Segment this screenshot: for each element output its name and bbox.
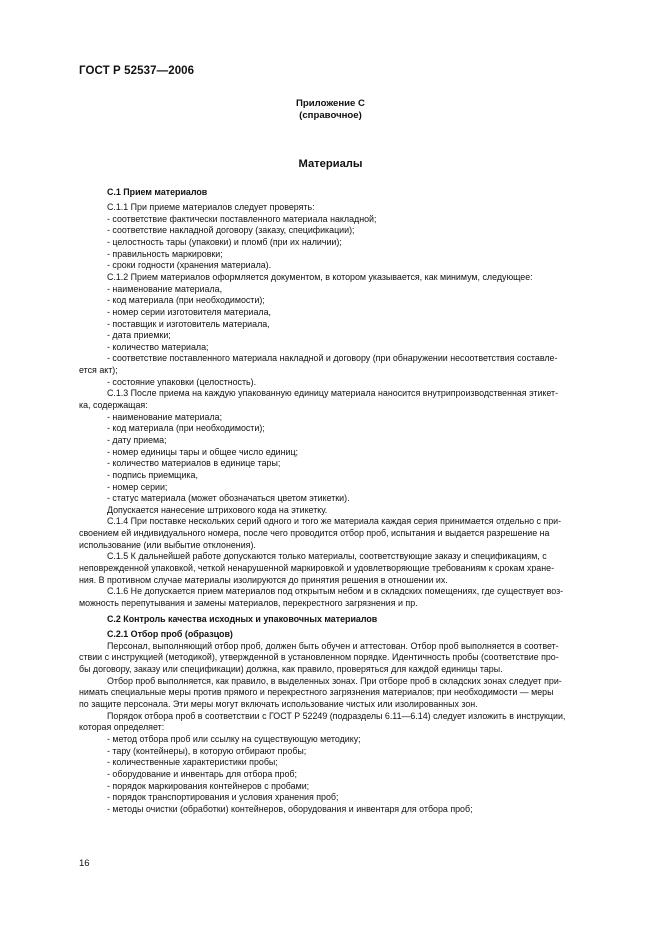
paragraph-line: Допускается нанесение штрихового кода на этикетку. <box>107 504 328 515</box>
paragraph-line: ствии с инструкцией (методикой), утвержденной в установленном порядке. Идентичность пробы (соответствие про- <box>79 652 559 663</box>
list-item: - соответствие поставленного материала накладной и договору (при обнаружении несоответствия составле- <box>107 353 558 364</box>
list-item: - наименование материала, <box>107 283 223 294</box>
paragraph-line: бы договору, заказу или спецификации) должна, как правило, проверяться для каждой единицы тары. <box>79 664 503 675</box>
list-item: - целостность тары (упаковки) и пломб (при их наличии); <box>107 237 342 248</box>
paragraph-line: можность перепутывания и замены материалов, перекрестного загрязнения и пр. <box>79 597 418 608</box>
paragraph-line: ется акт); <box>79 365 118 376</box>
list-item: - номер серии изготовителя материала, <box>107 306 271 317</box>
list-item: - порядок маркирования контейнеров с пробами; <box>107 780 310 791</box>
list-item: - количество материала; <box>107 341 209 352</box>
paragraph-line: С.1.1 При приеме материалов следует проверять: <box>107 202 315 213</box>
list-item: - номер единицы тары и общее число единиц; <box>107 446 299 457</box>
paragraph-line: по защите персонала. Эти меры могут включать использование чистых или изолированных зон. <box>79 699 478 710</box>
paragraph-line: Персонал, выполняющий отбор проб, должен быть обучен и аттестован. Отбор проб выполняется в соответ- <box>107 640 559 651</box>
list-item: - поставщик и изготовитель материала, <box>107 318 270 329</box>
paragraph-line: С.1.5 К дальнейшей работе допускаются только материалы, соответствующие заказу и спецификациям, с <box>107 551 547 562</box>
list-item: - дату приема; <box>107 434 167 445</box>
paragraph-line: которая определяет: <box>79 722 165 733</box>
standard-header: ГОСТ Р 52537—2006 <box>79 65 195 77</box>
list-item: - оборудование и инвентарь для отбора проб; <box>107 768 297 779</box>
list-item: - правильность маркировки; <box>107 248 223 259</box>
paragraph-line: своением ей индивидуального номера, после чего проводится отбор проб, испытания и выдается разрешение на <box>79 528 550 539</box>
appendix-subtitle: (справочное) <box>299 110 362 121</box>
paragraph-line: Порядок отбора проб в соответствии с ГОСТ Р 52249 (подразделы 6.11—6.14) следует изложить в инструкции, <box>107 710 566 721</box>
paragraph-line: С.1.6 Не допускается прием материалов под открытым небом и в складских помещениях, где существует воз- <box>107 586 564 597</box>
list-item: - соответствие фактически поставленного материала накладной; <box>107 213 377 224</box>
list-item: - количественные характеристики пробы; <box>107 757 278 768</box>
list-item: - номер серии; <box>107 481 168 492</box>
list-item: - код материала (при необходимости); <box>107 423 265 434</box>
paragraph-line: нимать специальные меры против прямого и перекрестного загрязнения материалов; при необходимости — меры <box>79 687 554 698</box>
list-item: - статус материала (может обозначаться цветом этикетки). <box>107 493 350 504</box>
list-item: - код материала (при необходимости); <box>107 295 265 306</box>
list-item: - соответствие накладной договору (заказу, спецификации); <box>107 225 355 236</box>
subsection-heading: С.2.1 Отбор проб (образцов) <box>107 629 233 640</box>
section-heading: С.1 Прием материалов <box>107 186 208 197</box>
list-item: - подпись приемщика, <box>107 469 198 480</box>
list-item: - сроки годности (хранения материала). <box>107 260 272 271</box>
document-body <box>79 187 609 816</box>
list-item: - дата приемки; <box>107 330 171 341</box>
list-item: - наименование материала; <box>107 411 223 422</box>
paragraph-line: неповрежденной упаковкой, четкой ненарушенной маркировкой и удовлетворяющие требованиям к срокам хране- <box>79 563 555 573</box>
section-title: Материалы <box>298 158 363 170</box>
list-item: - количество материалов в единице тары; <box>107 458 281 469</box>
paragraph-line: С.1.2 Прием материалов оформляется документом, в котором указывается, как минимум, следующее: <box>107 271 533 282</box>
section-heading: С.2 Контроль качества исходных и упаковочных материалов <box>107 613 378 624</box>
list-item: - порядок транспортирования и условия хранения проб; <box>107 792 339 803</box>
list-item: - состояние упаковки (целостность). <box>107 376 257 387</box>
list-item: - тару (контейнеры), в которую отбирают пробы; <box>107 745 307 756</box>
list-item: - метод отбора проб или ссылку на существующую методику; <box>107 733 361 744</box>
page-number: 16 <box>79 858 90 869</box>
paragraph-line: ка, содержащая: <box>79 400 148 411</box>
list-item: - методы очистки (обработки) контейнеров, оборудования и инвентаря для отбора проб; <box>107 803 473 814</box>
paragraph-line: ния. В противном случае материалы изолируются до принятия решения в отношении их. <box>79 574 448 585</box>
paragraph-line: использование (или выбытие отклонения). <box>79 539 256 550</box>
paragraph-line: С.1.3 После приема на каждую упакованную единицу материала наносится внутрипроизводственная этикет- <box>107 388 559 399</box>
paragraph-line: Отбор проб выполняется, как правило, в выделенных зонах. При отборе проб в складских зонах следует при- <box>107 675 562 686</box>
appendix-title: Приложение С <box>296 98 365 109</box>
paragraph-line: С.1.4 При поставке нескольких серий одного и того же материала каждая серия принимается отдельно с при- <box>107 516 562 527</box>
